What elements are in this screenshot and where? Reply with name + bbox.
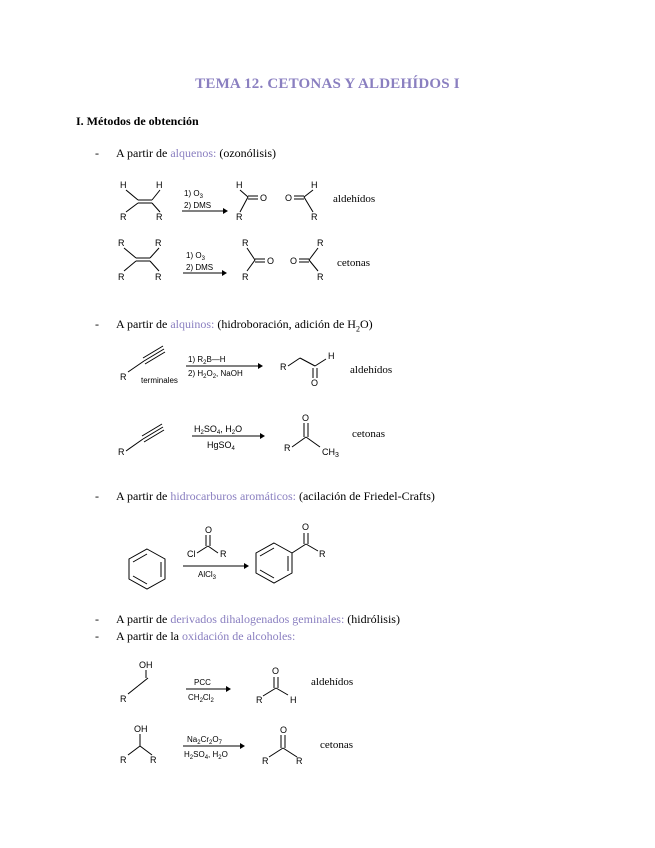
condition-2: 2) DMS [184,201,212,210]
condition-1: 1) $R_2B—H$ [188,355,226,366]
condition-1: $Na_2Cr_2O_7$ [187,735,222,746]
atom-oh: OH [134,724,148,734]
terminal-note: terminales [141,376,178,385]
atom-r: R [242,272,249,282]
atom-o: O [205,525,213,535]
section-heading: I. Métodos de obtención [76,114,199,128]
condition-1: PCC [194,678,211,687]
atom-r: R [242,238,249,248]
method-oxidacion: A partir de la oxidación de alcoholes: [116,629,296,643]
atom-r: R [120,212,127,222]
atom-o: O [290,256,298,266]
condition-2: 2) DMS [186,263,214,272]
atom-r: R [262,756,269,766]
atom-r: R [311,212,318,222]
atom-h: H [311,180,318,190]
atom-r: R [120,372,127,382]
result-label: aldehídos [350,364,393,376]
atom-r: R [296,756,303,766]
method-alquinos: A partir de alquinos: (hidroboración, adición de $H_2O$) [116,317,373,334]
page-title: TEMA 12. CETONAS Y ALDEHÍDOS I [195,76,460,92]
method-dihalogenados: A partir de derivados dihalogenados geminales: (hidrólisis) [116,612,400,626]
atom-cl: Cl [187,549,196,559]
bullet-marker: - [95,489,99,503]
atom-o: O [285,193,293,203]
condition-2: $CH_2Cl_2$ [188,693,214,704]
atom-r: R [155,238,162,248]
result-label: aldehídos [333,193,376,205]
atom-o: O [302,522,310,532]
result-label: cetonas [337,257,370,269]
atom-o: O [272,666,280,676]
condition-2: HgSO$_4$ [207,440,235,452]
condition-2: $H_2SO_4$, $H_2O$ [184,750,228,761]
condition-1: 1) $O_3$ [186,251,205,262]
atom-o: O [280,725,288,735]
method-aromaticos: A partir de hidrocarburos aromáticos: (acilación de Friedel-Crafts) [116,489,435,503]
atom-r: R [120,755,127,765]
atom-h: H [328,351,335,361]
atom-r: R [319,549,326,559]
atom-h: H [236,180,243,190]
atom-r: R [118,238,125,248]
atom-r: R [284,443,291,453]
atom-r: R [317,238,324,248]
result-label: cetonas [352,428,385,440]
atom-h: H [290,695,297,705]
bullet-marker: - [95,317,99,331]
bullet-marker: - [95,629,99,643]
atom-r: R [150,755,157,765]
atom-r: R [155,272,162,282]
result-label: cetonas [320,739,353,751]
atom-o: O [267,256,275,266]
atom-r: R [220,549,227,559]
atom-r: R [120,694,127,704]
result-label: aldehídos [311,676,354,688]
condition-2: AlCl$_3$ [198,570,217,581]
ch3-group: $CH_3$ [322,447,339,459]
atom-h: H [120,180,127,190]
atom-r: R [256,695,263,705]
atom-r: R [118,447,125,457]
atom-r: R [280,362,287,372]
atom-o: O [311,378,319,388]
method-alquenos: A partir de alquenos: (ozonólisis) [116,146,276,160]
atom-r: R [317,272,324,282]
atom-r: R [156,212,163,222]
bullet-marker: - [95,146,99,160]
condition-1: $H_2SO_4$, $H_2O$ [194,424,243,436]
atom-o: O [260,193,268,203]
atom-h: H [156,180,163,190]
bullet-marker: - [95,612,99,626]
condition-1: 1) $O_3$ [184,189,203,200]
condition-2: 2) $H_2O_2$, NaOH [188,369,243,380]
atom-oh: OH [139,660,153,670]
atom-o: O [302,413,310,423]
atom-r: R [118,272,125,282]
atom-r: R [236,212,243,222]
